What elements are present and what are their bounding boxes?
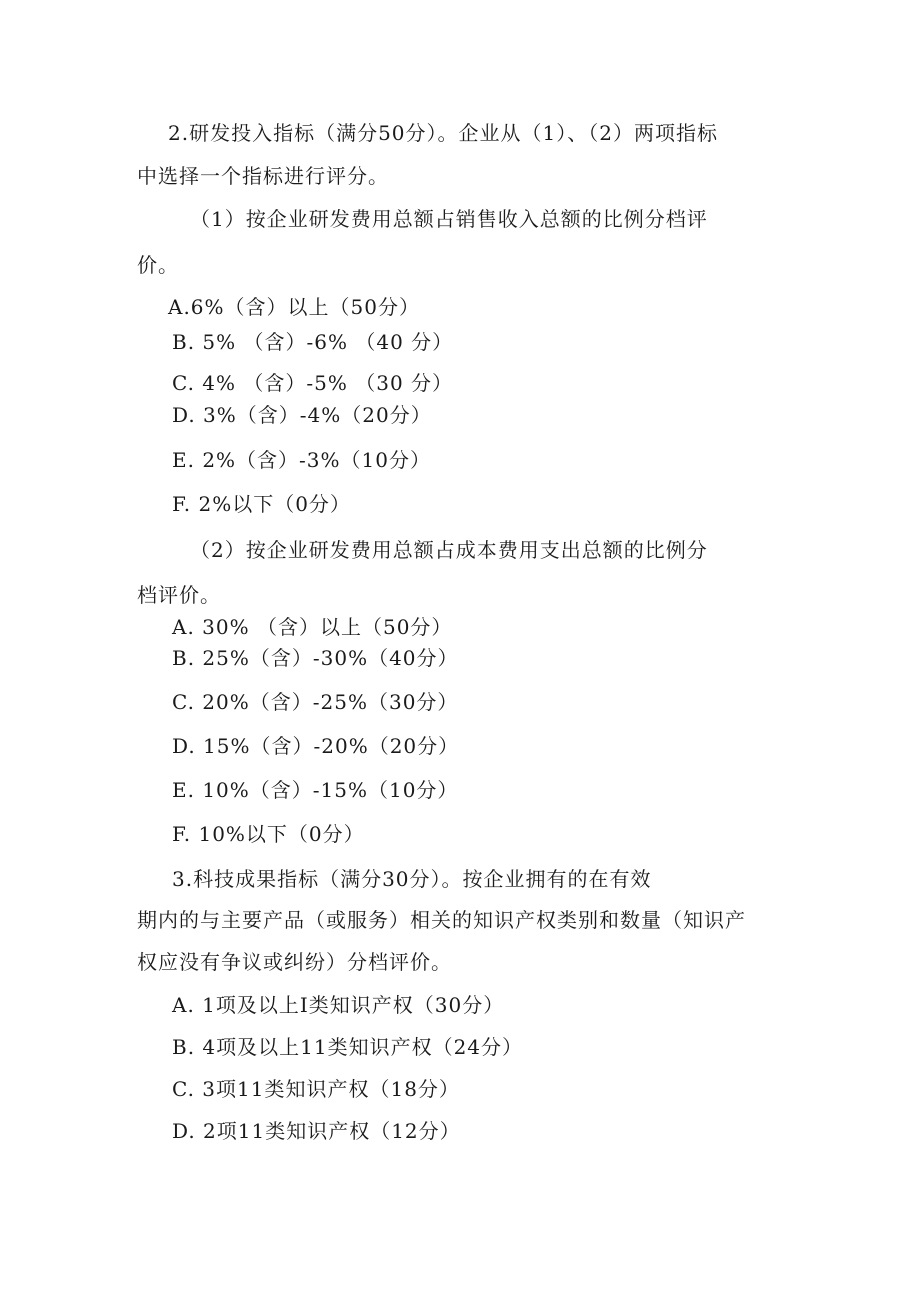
section-2-heading-line-1: 2.研发投入指标（满分50分）。企业从（1）、（2）两项指标 xyxy=(168,121,718,145)
section-3-option-d: D. 2项11类知识产权（12分） xyxy=(172,1119,461,1143)
section-3-option-b: B. 4项及以上11类知识产权（24分） xyxy=(172,1035,524,1059)
section-3-heading-line-2: 期内的与主要产品（或服务）相关的知识产权类别和数量（知识产 xyxy=(137,908,746,932)
section-3-option-a: A. 1项及以上I类知识产权（30分） xyxy=(172,993,505,1017)
sub-2-option-d: D. 15%（含）-20%（20分） xyxy=(172,734,460,758)
section-3-heading-line-3: 权应没有争议或纠纷）分档评价。 xyxy=(137,950,452,974)
sub-1-option-f: F. 2%以下（0分） xyxy=(172,492,351,516)
section-3-option-c: C. 3项11类知识产权（18分） xyxy=(172,1077,460,1101)
sub-2-intro-line-2: 档评价。 xyxy=(137,583,221,607)
sub-2-option-b: B. 25%（含）-30%（40分） xyxy=(172,646,459,670)
sub-1-option-d: D. 3%（含）-4%（20分） xyxy=(172,403,432,427)
sub-1-option-a: A.6%（含）以上（50分） xyxy=(168,295,420,319)
sub-2-option-e: E. 10%（含）-15%（10分） xyxy=(172,778,459,802)
sub-2-option-c: C. 20%（含）-25%（30分） xyxy=(172,690,459,714)
section-2-heading-line-2: 中选择一个指标进行评分。 xyxy=(137,164,389,188)
sub-2-intro-line-1: （2）按企业研发费用总额占成本费用支出总额的比例分 xyxy=(190,538,708,562)
sub-1-intro-line-2: 价。 xyxy=(137,253,179,277)
sub-2-option-f: F. 10%以下（0分） xyxy=(172,822,365,846)
sub-1-option-b: B. 5% （含）-6% （40 分） xyxy=(172,330,454,354)
sub-1-option-e: E. 2%（含）-3%（10分） xyxy=(172,448,431,472)
sub-2-option-a: A. 30% （含）以上（50分） xyxy=(172,615,453,639)
section-3-heading-line-1: 3.科技成果指标（满分30分）。按企业拥有的在有效 xyxy=(172,867,652,891)
sub-1-option-c: C. 4% （含）-5% （30 分） xyxy=(172,371,454,395)
sub-1-intro-line-1: （1）按企业研发费用总额占销售收入总额的比例分档评 xyxy=(190,207,708,231)
